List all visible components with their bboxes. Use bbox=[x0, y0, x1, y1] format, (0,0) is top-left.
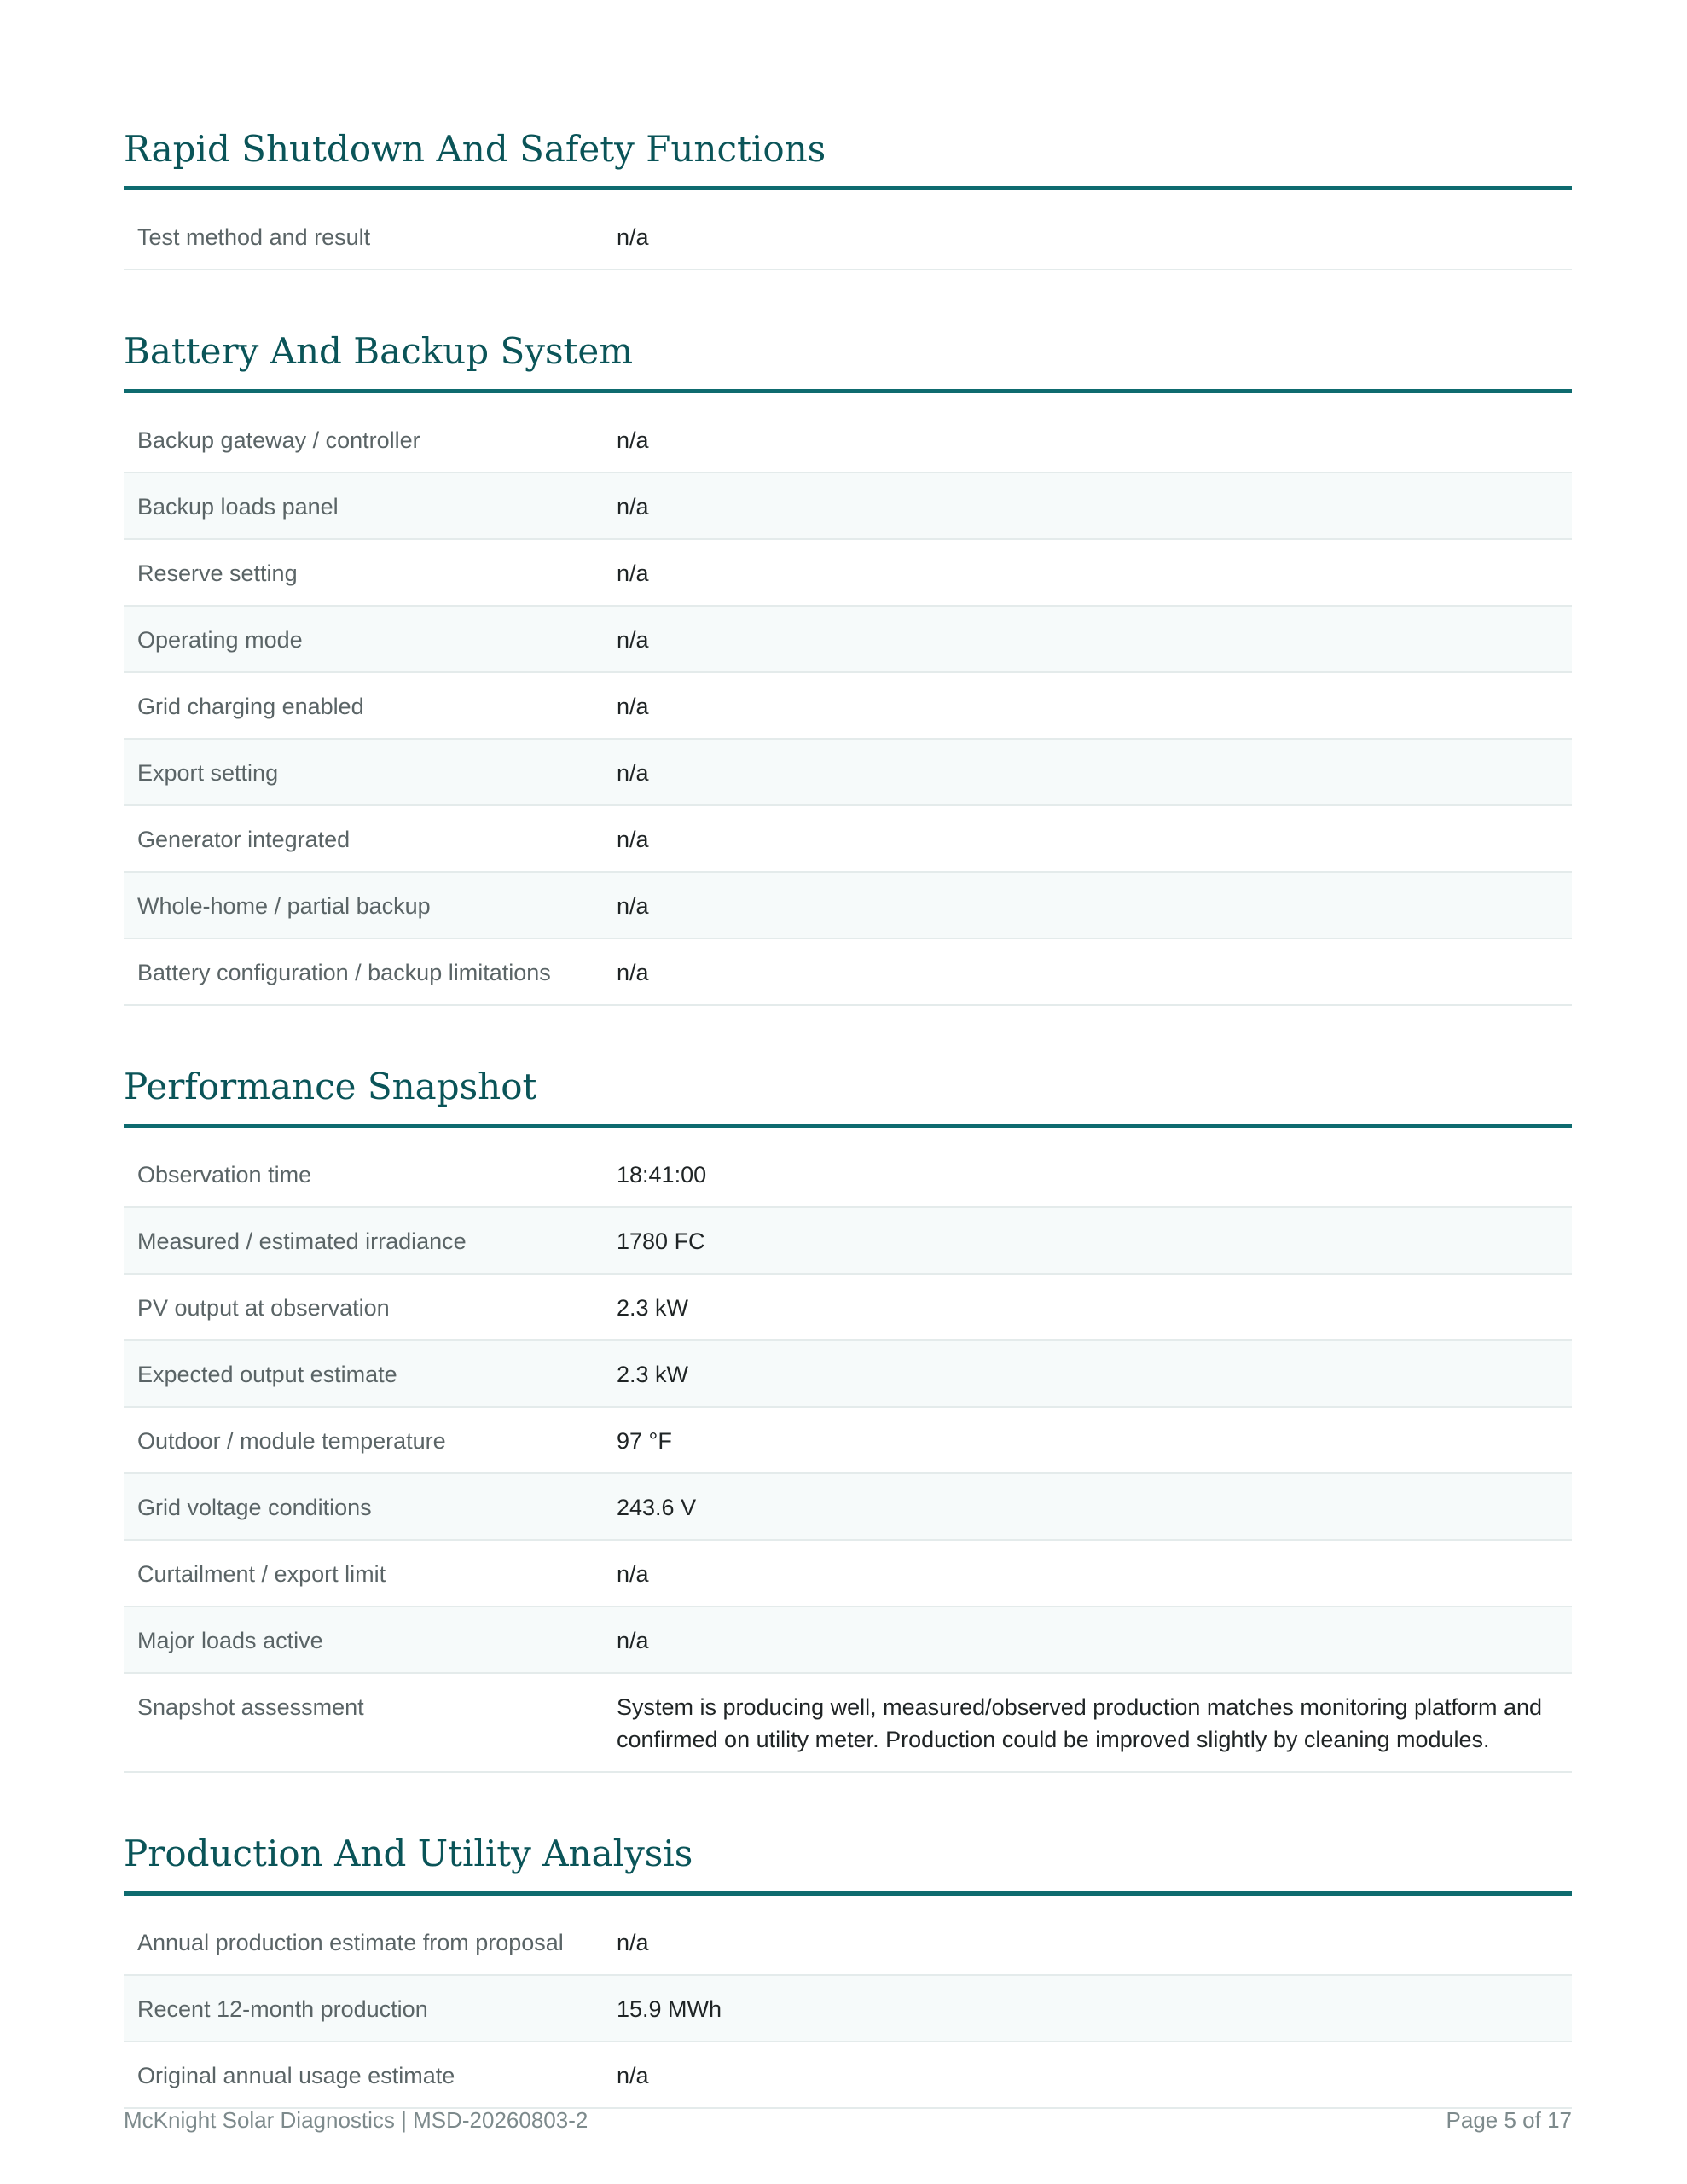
section-divider bbox=[124, 1124, 1572, 1128]
row-value: 97 °F bbox=[617, 1428, 672, 1455]
table-row bbox=[124, 740, 1572, 806]
row-label: Original annual usage estimate bbox=[137, 2062, 455, 2088]
row-label: Grid voltage conditions bbox=[137, 1495, 372, 1521]
row-label: Snapshot assessment bbox=[137, 1694, 364, 1721]
table-row bbox=[124, 204, 1572, 270]
table-row bbox=[124, 540, 1572, 607]
section-title: Rapid Shutdown And Safety Functions bbox=[124, 128, 826, 170]
row-value: 2.3 kW bbox=[617, 1295, 689, 1321]
page-footer bbox=[124, 2107, 1572, 2134]
section-rapid-shutdown bbox=[124, 128, 1572, 270]
row-label: Generator integrated bbox=[137, 826, 351, 852]
row-label: Recent 12-month production bbox=[137, 1995, 428, 2022]
row-label: Operating mode bbox=[137, 626, 303, 653]
row-value: 2.3 kW bbox=[617, 1362, 689, 1388]
row-label: Whole-home / partial backup bbox=[137, 892, 431, 919]
table-row bbox=[124, 673, 1572, 740]
table-row bbox=[124, 1541, 1572, 1607]
footer-document-id: McKnight Solar Diagnostics | MSD-20260803-2 bbox=[124, 2107, 588, 2133]
row-value: n/a bbox=[617, 892, 649, 919]
table-row bbox=[124, 1607, 1572, 1674]
section-battery-backup bbox=[124, 330, 1572, 1005]
row-value: 1780 FC bbox=[617, 1228, 705, 1255]
row-label: Export setting bbox=[137, 759, 279, 786]
table-row bbox=[124, 1474, 1572, 1541]
row-label: Backup gateway / controller bbox=[137, 427, 420, 453]
section-production-utility bbox=[124, 1833, 1572, 2108]
row-label: Battery configuration / backup limitations bbox=[137, 959, 551, 985]
section-title: Performance Snapshot bbox=[124, 1065, 537, 1107]
row-value: System is producing well, measured/observed production matches monitoring platform and confirmed on utility meter. Production could be improved slightly by cleaning modules. bbox=[617, 1694, 1543, 1753]
row-label: Outdoor / module temperature bbox=[137, 1428, 446, 1455]
table-row bbox=[124, 873, 1572, 939]
section-title: Battery And Backup System bbox=[124, 330, 634, 373]
row-label: PV output at observation bbox=[137, 1295, 390, 1321]
table-row bbox=[124, 806, 1572, 873]
table-row bbox=[124, 1674, 1572, 1773]
row-value: 18:41:00 bbox=[617, 1162, 707, 1188]
section-performance-snapshot bbox=[124, 1066, 1572, 1773]
row-value: n/a bbox=[617, 427, 649, 453]
table-row bbox=[124, 2042, 1572, 2109]
report-page bbox=[124, 128, 1572, 2169]
section-title: Production And Utility Analysis bbox=[124, 1833, 693, 1875]
row-value: n/a bbox=[617, 759, 649, 786]
row-label: Major loads active bbox=[137, 1628, 323, 1654]
row-value: 15.9 MWh bbox=[617, 1995, 722, 2022]
table-row bbox=[124, 939, 1572, 1006]
table-row bbox=[124, 1976, 1572, 2042]
section-divider bbox=[124, 389, 1572, 393]
row-label: Annual production estimate from proposal bbox=[137, 1929, 564, 1955]
table-row bbox=[124, 1275, 1572, 1341]
row-label: Reserve setting bbox=[137, 560, 298, 586]
row-value: n/a bbox=[617, 626, 649, 653]
table-row bbox=[124, 1141, 1572, 1208]
row-value: n/a bbox=[617, 493, 649, 520]
row-label: Test method and result bbox=[137, 224, 371, 251]
row-label: Grid charging enabled bbox=[137, 693, 364, 719]
row-value: n/a bbox=[617, 224, 649, 251]
row-label: Expected output estimate bbox=[137, 1362, 397, 1388]
row-label: Observation time bbox=[137, 1162, 312, 1188]
section-divider bbox=[124, 1891, 1572, 1896]
row-value: n/a bbox=[617, 560, 649, 586]
table-row bbox=[124, 1341, 1572, 1408]
section-divider bbox=[124, 186, 1572, 190]
row-label: Backup loads panel bbox=[137, 493, 339, 520]
row-value: n/a bbox=[617, 1561, 649, 1588]
table-row bbox=[124, 473, 1572, 540]
row-value: n/a bbox=[617, 826, 649, 852]
table-row bbox=[124, 1408, 1572, 1474]
row-value: n/a bbox=[617, 1628, 649, 1654]
row-value: 243.6 V bbox=[617, 1495, 697, 1521]
table-row bbox=[124, 407, 1572, 473]
table-row bbox=[124, 1208, 1572, 1275]
table-row bbox=[124, 607, 1572, 673]
row-label: Measured / estimated irradiance bbox=[137, 1228, 467, 1255]
row-value: n/a bbox=[617, 959, 649, 985]
footer-page-number: Page 5 of 17 bbox=[1446, 2107, 1572, 2133]
row-value: n/a bbox=[617, 693, 649, 719]
row-value: n/a bbox=[617, 1929, 649, 1955]
table-row bbox=[124, 1909, 1572, 1976]
row-label: Curtailment / export limit bbox=[137, 1561, 386, 1588]
row-value: n/a bbox=[617, 2062, 649, 2088]
